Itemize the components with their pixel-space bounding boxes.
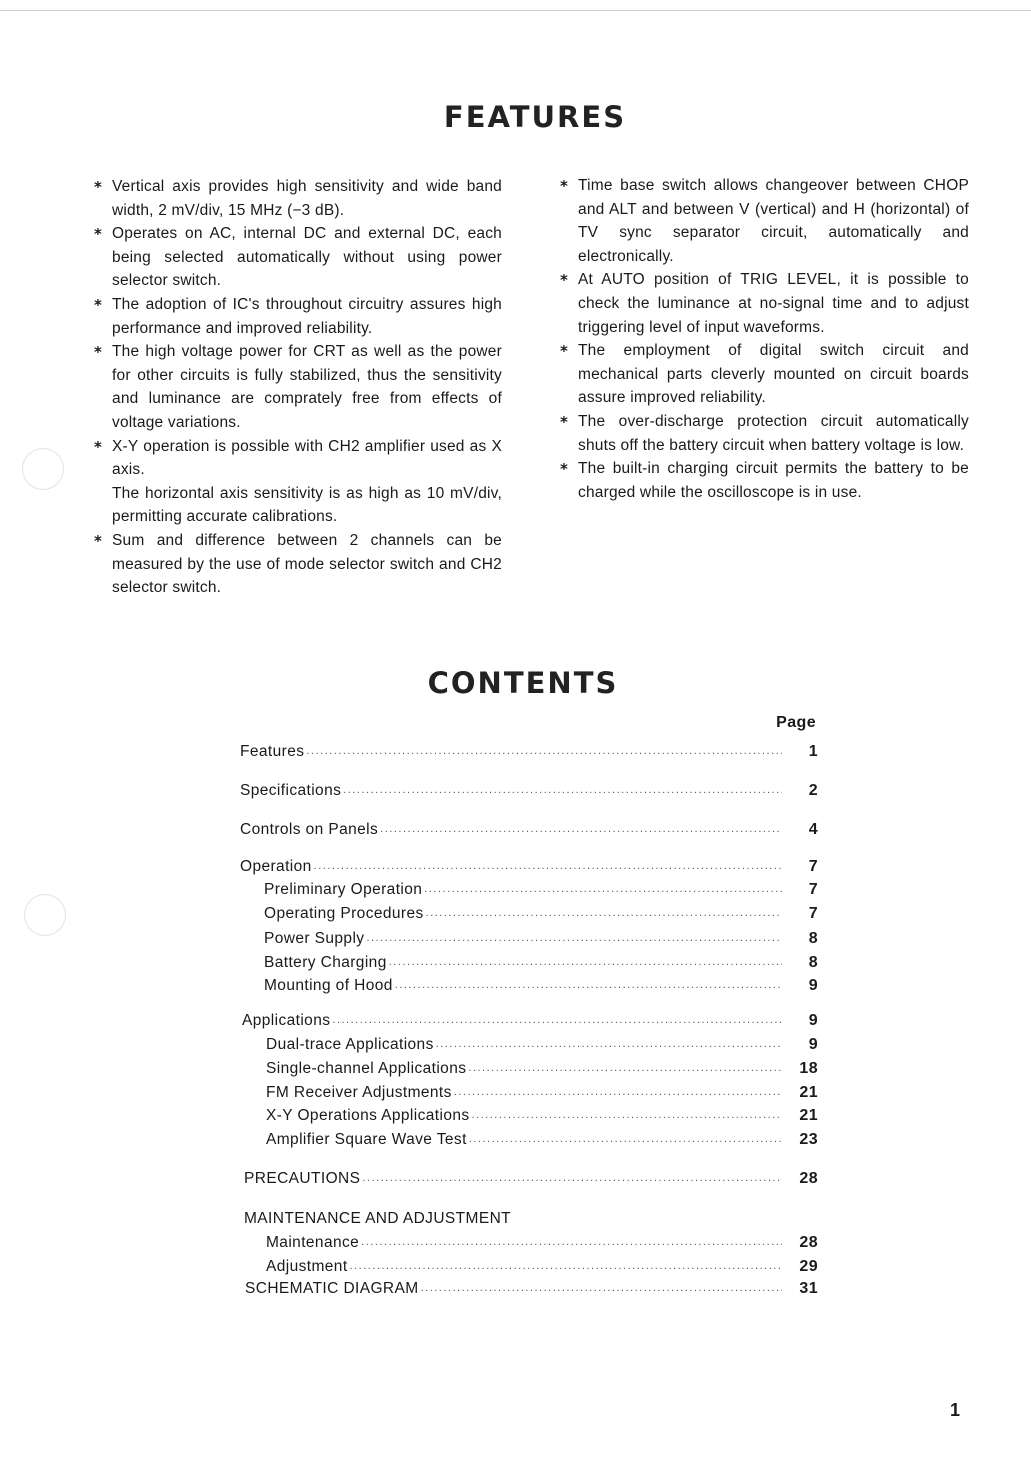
toc-entry-label: SCHEMATIC DIAGRAM <box>245 1280 419 1297</box>
toc-entry-page: 1 <box>808 743 818 760</box>
feature-item: The horizontal axis sensitivity is as high as 10 mV/div, permitting accurate calibrations. <box>112 484 502 526</box>
toc-subentry[interactable] <box>264 901 820 923</box>
toc-leader-dots <box>314 859 782 873</box>
feature-item: * The adoption of IC's throughout circuitry assures high performance and improved reliability. <box>112 293 502 340</box>
page-column-header: Page <box>776 714 816 731</box>
toc-leader-dots <box>468 1061 782 1075</box>
toc-entry-label: Maintenance <box>266 1234 360 1251</box>
toc-subentry[interactable] <box>264 926 820 948</box>
toc-subentry[interactable] <box>266 1254 820 1276</box>
toc-leader-dots <box>436 1037 782 1051</box>
toc-entry-page: 8 <box>808 930 818 947</box>
contents-heading: CONTENTS <box>427 666 619 700</box>
toc-entry-page: 23 <box>799 1131 818 1148</box>
toc-section-heading[interactable] <box>244 1206 820 1228</box>
toc-entry-label: Amplifier Square Wave Test <box>266 1131 467 1148</box>
feature-item: * Vertical axis provides high sensitivity and wide band width, 2 mV/div, 15 MHz (−3 dB). <box>112 175 502 222</box>
feature-item: * Time base switch allows changeover between CHOP and ALT and between V (vertical) and H (horizontal) of TV sync separator circuit, automatically and electronically. <box>578 174 969 268</box>
toc-entry-page: 7 <box>808 905 818 922</box>
toc-entry-page: 18 <box>799 1060 818 1077</box>
toc-leader-dots <box>332 1013 782 1027</box>
toc-entry-label: PRECAUTIONS <box>244 1170 361 1187</box>
toc-entry-page: 4 <box>808 821 818 838</box>
toc-subentry[interactable] <box>264 950 820 972</box>
toc-leader-dots <box>454 1085 782 1099</box>
toc-leader-dots <box>421 1281 782 1295</box>
toc-entry-label: Mounting of Hood <box>264 977 393 994</box>
toc-entry-label: X-Y Operations Applications <box>266 1107 470 1124</box>
feature-item: * At AUTO position of TRIG LEVEL, it is possible to check the luminance at no-signal time and to adjust triggering level of input waveforms. <box>578 268 969 339</box>
toc-entry[interactable] <box>240 778 820 800</box>
toc-entry-page: 8 <box>808 954 818 971</box>
toc-entry-page: 29 <box>799 1258 818 1275</box>
toc-subentry[interactable] <box>266 1230 820 1252</box>
feature-item: * The high voltage power for CRT as well as the power for other circuits is fully stabilized, thus the sensitivity and luminance are comprately free from effects of voltage variations. <box>112 340 502 434</box>
toc-entry-label: Controls on Panels <box>240 821 379 838</box>
toc-entry-label: Applications <box>242 1012 331 1029</box>
toc-leader-dots <box>424 882 782 896</box>
feature-item: * Operates on AC, internal DC and external DC, each being selected automatically without using power selector switch. <box>112 222 502 293</box>
toc-entry-label: Adjustment <box>266 1258 348 1275</box>
toc-entry-label: MAINTENANCE AND ADJUSTMENT <box>244 1210 512 1227</box>
toc-subentry[interactable] <box>266 1080 820 1102</box>
toc-entry-label: Power Supply <box>264 930 365 947</box>
toc-entry[interactable] <box>240 739 820 761</box>
toc-entry-label: Battery Charging <box>264 954 387 971</box>
binder-hole-mark <box>22 448 64 490</box>
toc-entry-page: 9 <box>808 1036 818 1053</box>
feature-item: * Sum and difference between 2 channels can be measured by the use of mode selector switch and CH2 selector switch. <box>112 529 502 600</box>
toc-leader-dots <box>350 1259 782 1273</box>
toc-leader-dots <box>469 1132 782 1146</box>
toc-leader-dots <box>426 906 782 920</box>
toc-leader-dots <box>380 822 782 836</box>
toc-entry-label: FM Receiver Adjustments <box>266 1084 452 1101</box>
toc-entry-page: 2 <box>808 782 818 799</box>
toc-entry[interactable] <box>240 854 820 876</box>
toc-entry-page: 28 <box>799 1170 818 1187</box>
toc-leader-dots <box>395 978 782 992</box>
feature-item: * The employment of digital switch circuit and mechanical parts cleverly mounted on circuit boards assure improved reliability. <box>578 339 969 410</box>
toc-entry-page: 7 <box>808 858 818 875</box>
toc-entry-label: Preliminary Operation <box>264 881 423 898</box>
toc-entry-label: Dual-trace Applications <box>266 1036 434 1053</box>
features-heading: FEATURES <box>443 100 627 134</box>
toc-subentry[interactable] <box>264 973 820 995</box>
toc-entry-label: Specifications <box>240 782 342 799</box>
toc-subentry[interactable] <box>264 877 820 899</box>
toc-subentry[interactable] <box>266 1056 820 1078</box>
toc-leader-dots <box>306 744 782 758</box>
toc-subentry[interactable] <box>266 1103 820 1125</box>
feature-item: * X-Y operation is possible with CH2 amplifier used as X axis. <box>112 435 502 482</box>
toc-leader-dots <box>366 931 782 945</box>
toc-subentry[interactable] <box>266 1127 820 1149</box>
toc-entry[interactable] <box>245 1276 820 1298</box>
toc-entry-page: 7 <box>808 881 818 898</box>
toc-entry-page: 9 <box>808 977 818 994</box>
toc-leader-dots <box>361 1235 782 1249</box>
toc-entry[interactable] <box>244 1166 820 1188</box>
toc-leader-dots <box>343 783 782 797</box>
toc-entry-page: 21 <box>799 1084 818 1101</box>
toc-leader-dots <box>472 1108 782 1122</box>
toc-entry-label: Operation <box>240 858 312 875</box>
toc-entry[interactable] <box>242 1008 820 1030</box>
toc-entry-label: Operating Procedures <box>264 905 424 922</box>
binder-hole-mark <box>24 894 66 936</box>
page-number: 1 <box>950 1400 961 1420</box>
toc-subentry[interactable] <box>266 1032 820 1054</box>
toc-leader-dots <box>362 1171 782 1185</box>
toc-entry[interactable] <box>240 817 820 839</box>
feature-item: * The over-discharge protection circuit automatically shuts off the battery circuit when battery voltage is low. <box>578 410 969 457</box>
toc-leader-dots <box>389 955 782 969</box>
toc-entry-page: 21 <box>799 1107 818 1124</box>
toc-entry-page: 31 <box>799 1280 818 1297</box>
feature-item: * The built-in charging circuit permits the battery to be charged while the oscilloscope is in use. <box>578 457 969 504</box>
features-right-column <box>578 174 969 504</box>
scan-top-rule <box>0 10 1031 11</box>
features-left-column <box>112 175 502 600</box>
toc-entry-page: 28 <box>799 1234 818 1251</box>
toc-entry-label: Single-channel Applications <box>266 1060 467 1077</box>
toc-entry-label: Features <box>240 743 305 760</box>
toc-entry-page: 9 <box>808 1012 818 1029</box>
